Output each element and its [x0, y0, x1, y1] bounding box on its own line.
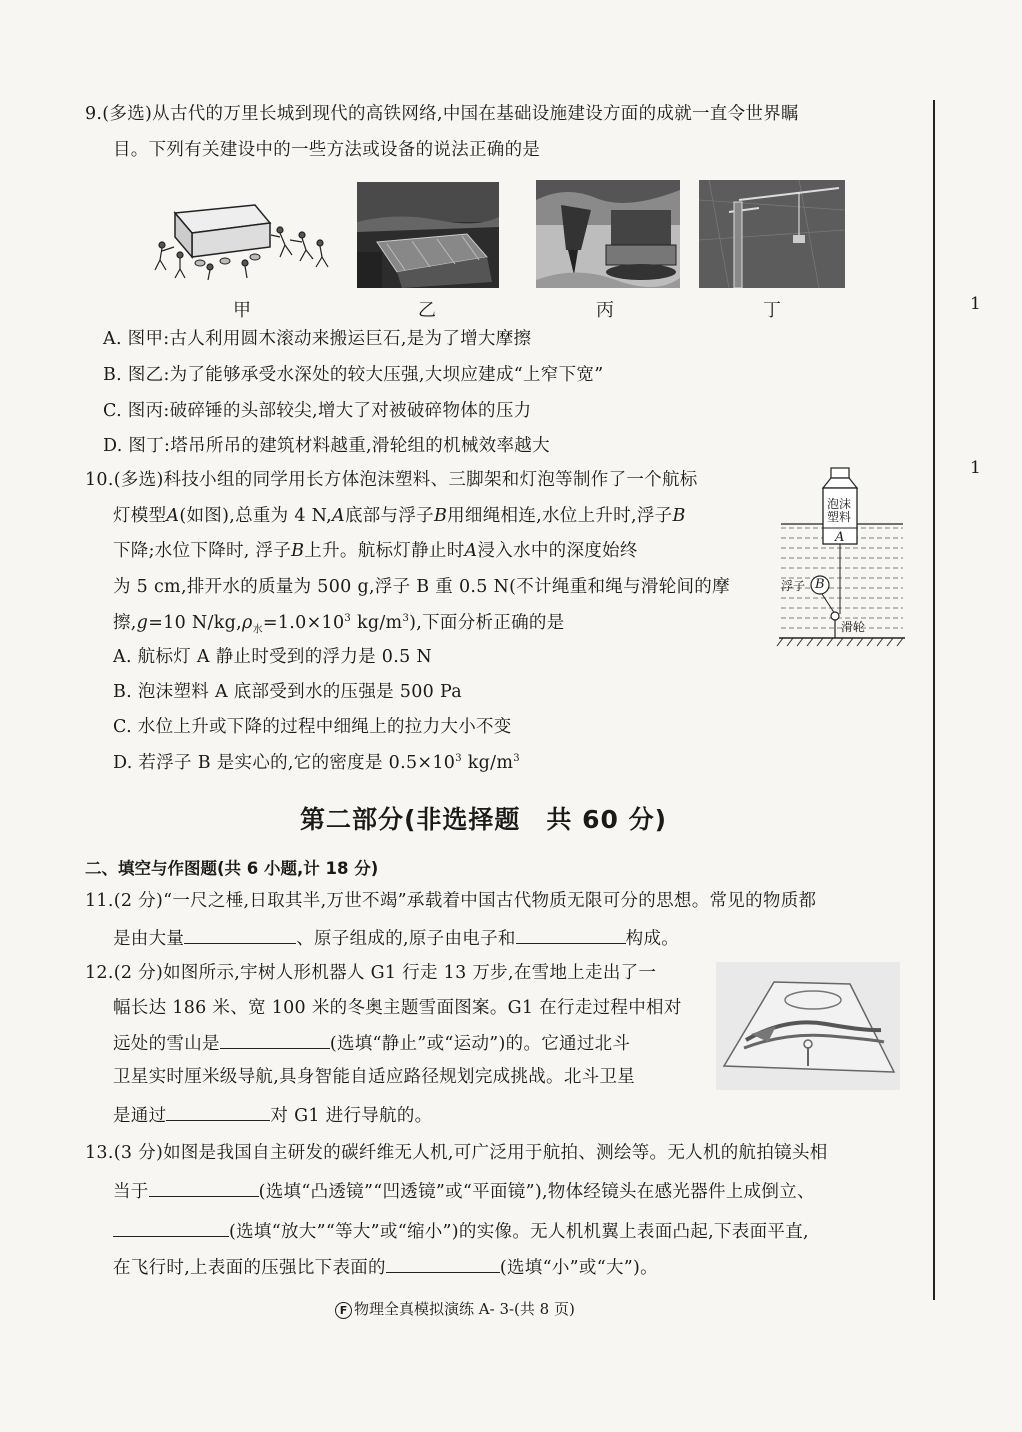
q10-diagram-pulley-label: 滑轮	[841, 620, 866, 634]
margin-number-2: 1	[970, 458, 981, 478]
section2-subtitle: 二、填空与作图题(共 6 小题,计 18 分)	[85, 859, 379, 878]
q10-diagram-float-label: 浮子	[781, 579, 806, 593]
q10-option-a: A. 航标灯 A 静止时受到的浮力是 0.5 N	[113, 647, 432, 667]
q13-blank-3[interactable]	[386, 1258, 500, 1273]
q10-option-d: D. 若浮子 B 是实心的,它的密度是 $0.5\times 10^3$ $kg/m^3$	[113, 752, 520, 773]
q9-image-bing	[536, 180, 680, 288]
q9-option-d: D. 图丁:塔吊所吊的建筑材料越重,滑轮组的机械效率越大	[103, 436, 550, 456]
q10-line4: 为 5 cm,排开水的质量为 500 g,浮子 B 重 0.5 N(不计绳重和绳与滑轮间的摩	[113, 577, 730, 597]
q10-option-b: B. 泡沫塑料 A 底部受到水的压强是 500 Pa	[113, 682, 462, 702]
q13-line1: 13.(3 分)如图是我国自主研发的碳纤维无人机,可广泛用于航拍、测绘等。无人机的航拍镜头相	[85, 1143, 828, 1163]
q13-line4: 在飞行时,上表面的压强比下表面的 (选填“小”或“大”)。	[113, 1258, 658, 1278]
q13-blank-2[interactable]	[113, 1222, 229, 1237]
page-footer	[335, 1298, 575, 1319]
q13-line2: 当于 (选填“凸透镜”“凹透镜”或“平面镜”),物体经镜头在感光器件上成倒立、	[113, 1182, 815, 1202]
q10-line2: 灯模型A(如图),总重为 4 N,A底部与浮子B用细绳相连,水位上升时,浮子B	[113, 506, 686, 526]
q9-image-ding	[699, 180, 845, 288]
q12-image-snow-pattern	[716, 962, 900, 1090]
q9-stem-line1: 9.(多选)从古代的万里长城到现代的高铁网络,中国在基础设施建设方面的成就一直令世界瞩	[85, 104, 799, 124]
q10-line5: 擦,g=10 $N/kg,\rho_水=1.0\times 10^3$ $kg/m^3$),下面分析正确的是	[113, 612, 565, 636]
q9-image-jia	[150, 185, 330, 285]
q10-diagram-a-label: A	[835, 530, 845, 545]
q9-label-bing: 丙	[596, 300, 614, 321]
q13-blank-1[interactable]	[149, 1182, 259, 1197]
q12-line3: 远处的雪山是 (选填“静止”或“运动”)的。它通过北斗	[113, 1034, 631, 1054]
q12-line5: 是通过 对 G1 进行导航的。	[113, 1106, 433, 1126]
q10-option-c: C. 水位上升或下降的过程中细绳上的拉力大小不变	[113, 717, 512, 737]
q12-line4: 卫星实时厘米级导航,具身智能自适应路径规划完成挑战。北斗卫星	[113, 1067, 636, 1087]
q9-stem-line2: 目。下列有关建设中的一些方法或设备的说法正确的是	[113, 140, 541, 160]
footer-badge: F	[335, 1302, 352, 1319]
margin-number-1: 1	[970, 294, 981, 314]
section2-title: 第二部分(非选择题 共 60 分)	[300, 805, 668, 834]
q10-diagram	[773, 466, 908, 651]
q9-label-jia: 甲	[233, 300, 251, 321]
q10-diagram-b-label: B	[815, 577, 825, 592]
q11-blank-2[interactable]	[516, 929, 626, 944]
q11-blank-1[interactable]	[184, 929, 296, 944]
q9-label-yi: 乙	[418, 300, 436, 321]
q12-blank-2[interactable]	[166, 1106, 270, 1121]
q10-diagram-foam-label: 泡沫 塑料	[827, 497, 852, 524]
margin-vertical-rule	[933, 100, 935, 1300]
q9-label-ding: 丁	[763, 300, 781, 321]
footer-text: 物理全真模拟演练 A- 3-(共 8 页)	[354, 1300, 575, 1318]
q12-line2: 幅长达 186 米、宽 100 米的冬奥主题雪面图案。G1 在行走过程中相对	[113, 998, 682, 1018]
q11-line2: 是由大量 、原子组成的,原子由电子和 构成。	[113, 929, 680, 949]
q12-blank-1[interactable]	[220, 1034, 330, 1049]
q10-line3: 下降;水位下降时, 浮子B上升。航标灯静止时A浸入水中的深度始终	[113, 541, 638, 561]
q11-line1: 11.(2 分)“一尺之棰,日取其半,万世不竭”承载着中国古代物质无限可分的思想。常见的物质都	[85, 891, 817, 911]
q9-option-a: A. 图甲:古人利用圆木滚动来搬运巨石,是为了增大摩擦	[103, 329, 532, 349]
q13-line3: (选填“放大”“等大”或“缩小”)的实像。无人机机翼上表面凸起,下表面平直,	[113, 1222, 809, 1242]
q9-option-c: C. 图丙:破碎锤的头部较尖,增大了对被破碎物体的压力	[103, 401, 532, 421]
q9-option-b: B. 图乙:为了能够承受水深处的较大压强,大坝应建成“上窄下宽”	[103, 365, 604, 385]
q10-line1: 10.(多选)科技小组的同学用长方体泡沫塑料、三脚架和灯泡等制作了一个航标	[85, 470, 698, 490]
q9-image-yi	[357, 182, 499, 288]
q12-line1: 12.(2 分)如图所示,宇树人形机器人 G1 行走 13 万步,在雪地上走出了一	[85, 963, 657, 983]
